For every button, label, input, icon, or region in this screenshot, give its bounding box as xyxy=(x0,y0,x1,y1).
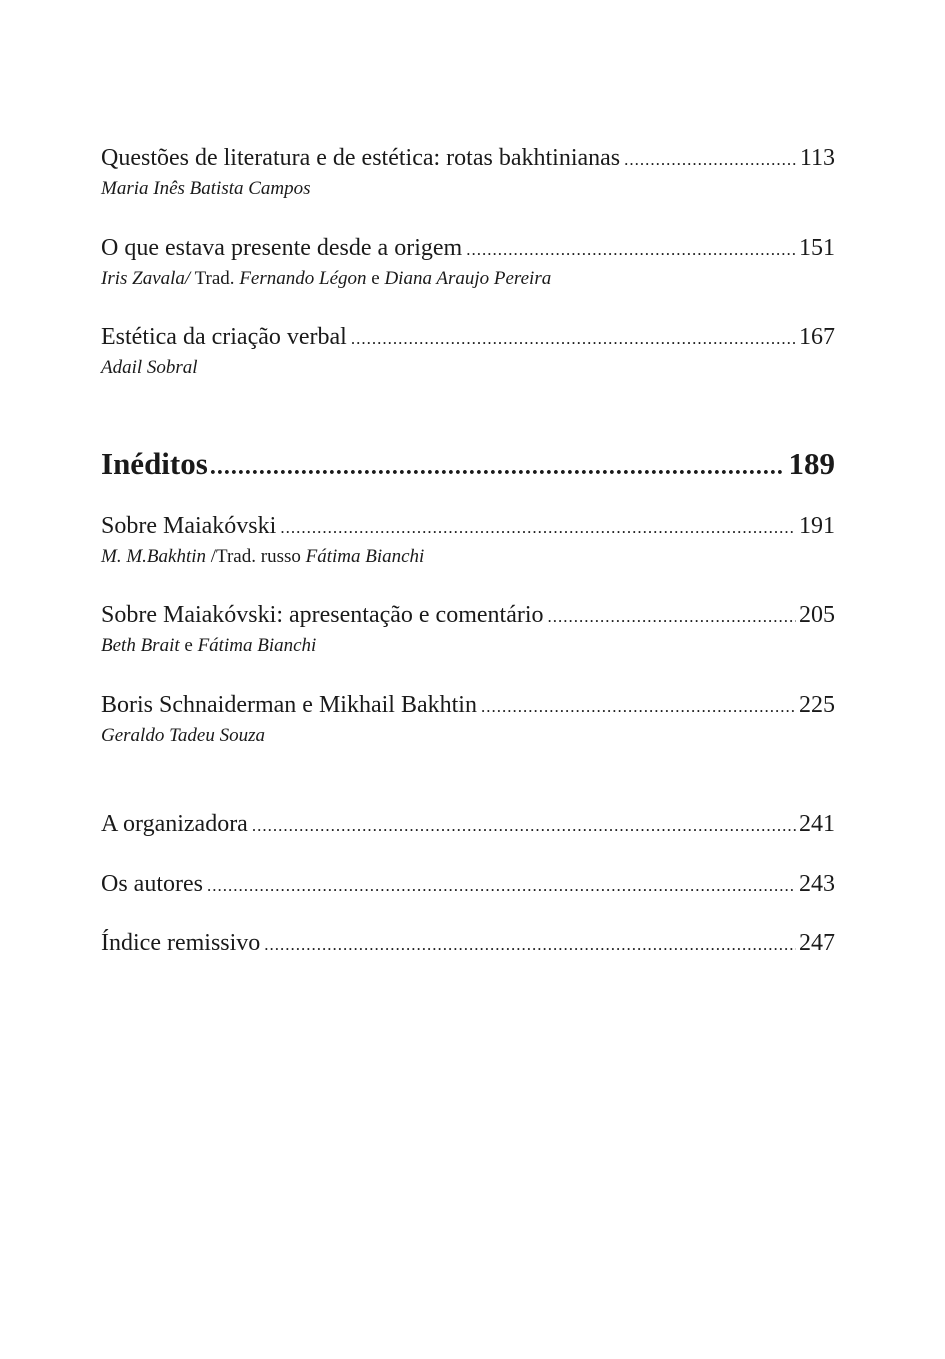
toc-entry-page-number: 247 xyxy=(799,930,835,956)
toc-entry-author xyxy=(101,545,835,569)
dot-leader xyxy=(264,930,796,960)
toc-entry-author xyxy=(101,177,835,201)
toc-entry-line xyxy=(101,233,835,265)
toc-entry-page-number: 167 xyxy=(799,324,835,350)
toc-entry-title: Sobre Maiakóvski xyxy=(101,513,277,539)
author-name: M. M.Bakhtin xyxy=(101,546,207,567)
dot-leader xyxy=(481,692,796,722)
toc-entry xyxy=(101,322,835,380)
translator-name: Fátima Bianchi xyxy=(305,546,425,567)
toc-entry-page-number: 151 xyxy=(799,235,835,261)
dot-leader xyxy=(210,448,783,486)
toc-entry xyxy=(101,511,835,569)
toc-entry-author xyxy=(101,267,835,291)
toc-entry-line xyxy=(101,869,835,901)
dot-leader xyxy=(624,145,797,175)
toc-back-matter-entry xyxy=(101,809,835,841)
toc-entry-title: Índice remissivo xyxy=(101,930,261,956)
toc-entry-page-number: 191 xyxy=(799,513,835,539)
toc-entry-page-number: 113 xyxy=(799,145,835,171)
toc-entry-line xyxy=(101,809,835,841)
translator-name: Fernando Légon xyxy=(239,268,367,289)
dot-leader xyxy=(351,324,796,354)
author-name: Fátima Bianchi xyxy=(197,635,317,656)
toc-entry-line xyxy=(101,511,835,543)
toc-entry-title: Estética da criação verbal xyxy=(101,324,347,350)
conjunction: e xyxy=(179,635,198,656)
toc-entry-title: A organizadora xyxy=(101,811,248,837)
toc-section xyxy=(101,445,835,486)
translation-note: /Trad. russo xyxy=(206,546,306,567)
toc-entry-title: Os autores xyxy=(101,871,203,897)
toc-section-page-number: 189 xyxy=(788,446,835,481)
toc-entry-page-number: 225 xyxy=(799,692,835,718)
conjunction: e xyxy=(366,268,385,289)
toc-entry-author xyxy=(101,724,835,748)
dot-leader xyxy=(280,513,796,543)
dot-leader xyxy=(466,235,796,265)
toc-entry-author xyxy=(101,634,835,658)
toc-entry-line xyxy=(101,928,835,960)
toc-entry-line xyxy=(101,600,835,632)
toc-section-title: Inéditos xyxy=(101,446,208,481)
toc-entry-page-number: 241 xyxy=(799,811,835,837)
author-name: Geraldo Tadeu Souza xyxy=(101,725,265,746)
toc-entry xyxy=(101,690,835,748)
translation-note: Trad. xyxy=(190,268,240,289)
toc-entry-page-number: 205 xyxy=(799,602,835,628)
toc-entry-title: O que estava presente desde a origem xyxy=(101,235,463,261)
dot-leader xyxy=(207,871,796,901)
toc-entry xyxy=(101,233,835,291)
toc-entry-page-number: 243 xyxy=(799,871,835,897)
toc-back-matter-entry xyxy=(101,928,835,960)
author-name: Beth Brait xyxy=(101,635,180,656)
toc-entry xyxy=(101,600,835,658)
toc-entry-author xyxy=(101,356,835,380)
dot-leader xyxy=(252,811,796,841)
author-name: Iris Zavala/ xyxy=(101,268,191,289)
toc-entry-title: Sobre Maiakóvski: apresentação e comentário xyxy=(101,602,544,628)
toc-section-line xyxy=(101,445,835,486)
author-name: Maria Inês Batista Campos xyxy=(101,178,311,199)
translator-name: Diana Araujo Pereira xyxy=(384,268,552,289)
toc-entry-line xyxy=(101,322,835,354)
dot-leader xyxy=(548,602,797,632)
toc-entry-line xyxy=(101,143,835,175)
toc-entry xyxy=(101,143,835,201)
author-name: Adail Sobral xyxy=(101,357,198,378)
toc-back-matter-entry xyxy=(101,869,835,901)
toc-entry-title: Questões de literatura e de estética: rotas bakhtinianas xyxy=(101,145,621,171)
toc-entry-title: Boris Schnaiderman e Mikhail Bakhtin xyxy=(101,692,477,718)
toc-entry-line xyxy=(101,690,835,722)
